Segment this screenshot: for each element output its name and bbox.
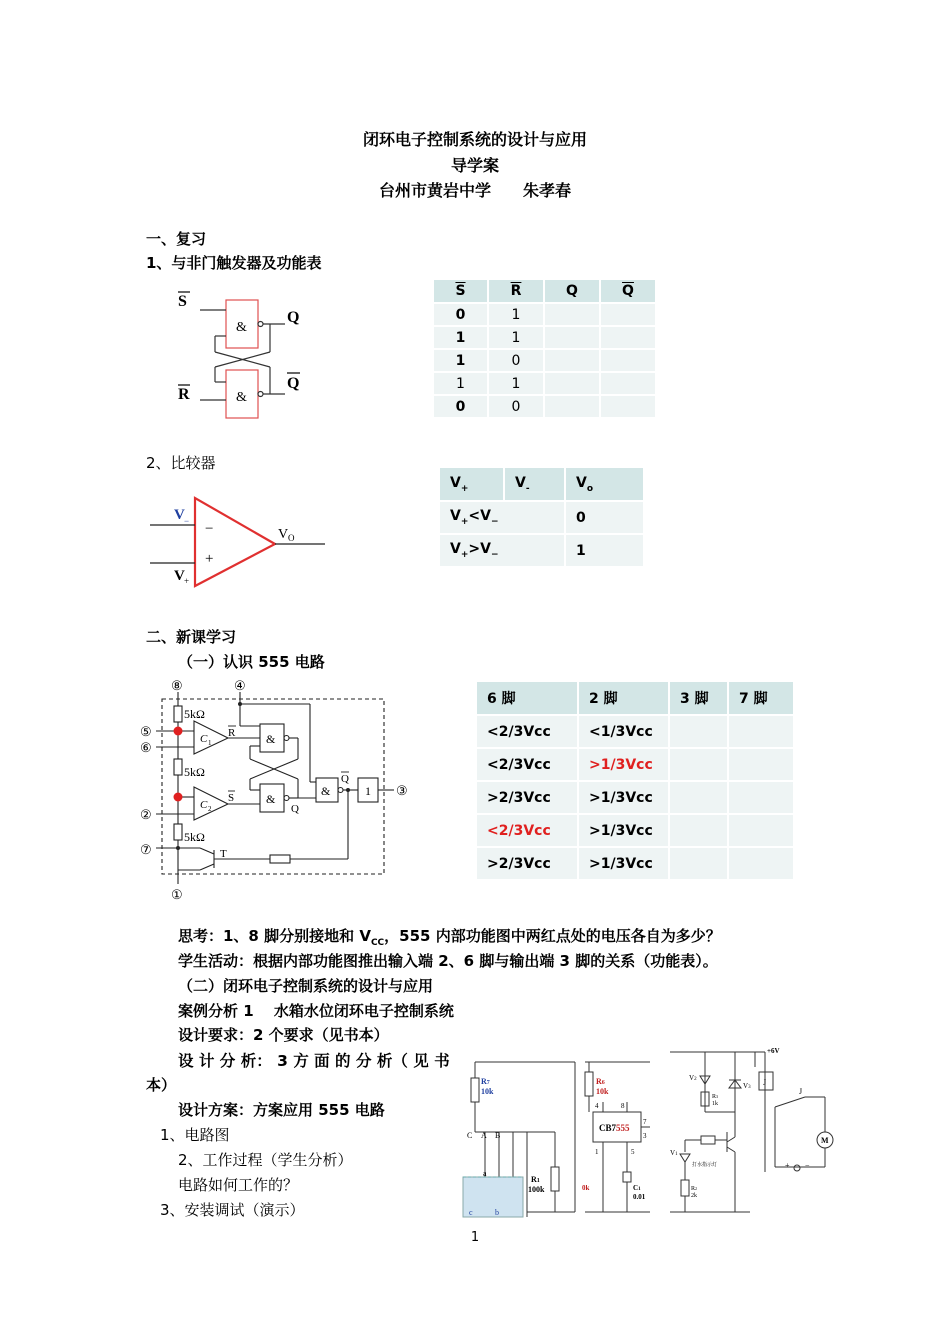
case-title: 案例分析 1 水箱水位闭环电子控制系统 [178, 1002, 454, 1020]
probe-c: c [469, 1208, 473, 1217]
chip-pin1: 1 [595, 1148, 599, 1156]
step2: 2、工作过程（学生分析） [178, 1151, 353, 1169]
battery-plus: + [785, 1161, 790, 1170]
table-cell [601, 396, 655, 417]
comparator1-label: C [200, 733, 208, 745]
table-row [434, 350, 655, 371]
table-cell: <2/3Vcc [477, 716, 577, 747]
step2-question: 电路如何工作的？ [178, 1176, 299, 1194]
comparator-diagram [150, 492, 330, 592]
table-cell: 0 [434, 304, 487, 325]
doc-subtitle: 导学案 [450, 156, 499, 175]
rs-r-label: R [178, 386, 190, 403]
table-row [434, 373, 655, 394]
c1-value: 0.01 [633, 1193, 646, 1201]
comparator-row1-condition: $V_+<V_-$ [440, 502, 564, 533]
comparator-vo: V [278, 527, 289, 542]
section2-sub2: （二）闭环电子控制系统的设计与应用 [178, 977, 434, 995]
pin4-label: ④ [234, 678, 246, 693]
table-cell: >2/3Vcc [477, 848, 577, 879]
table-cell [729, 848, 793, 879]
comparator-vplus-sub: + [184, 576, 190, 586]
section1-item2: 2、比较器 [146, 454, 216, 472]
rs-q-label: Q [287, 309, 300, 326]
comparator-header-vminus-sub: - [525, 483, 530, 494]
rs-truth-table [432, 278, 657, 419]
r1-value: 100k [528, 1185, 545, 1194]
table-cell [545, 304, 599, 325]
table-row [477, 815, 793, 846]
rs-s-label: S [178, 293, 187, 310]
table-cell: 0 [489, 396, 543, 417]
table-row [477, 782, 793, 813]
r3-label: R3 [712, 1094, 719, 1100]
relay-label: J [763, 1078, 767, 1087]
table-row [477, 848, 793, 879]
comparator-header-vo-sub: o [586, 483, 594, 494]
table-cell: >2/3Vcc [477, 782, 577, 813]
table-cell: >1/3Vcc [579, 815, 668, 846]
inverter-symbol: 1 [365, 784, 371, 798]
comparator-vplus: V [174, 568, 185, 584]
think-line2: 学生活动：根据内部功能图推出输入端 2、6 脚与输出端 3 脚的关系（功能表）。 [178, 952, 718, 970]
c1-label: C1 [633, 1184, 641, 1192]
rs-table-header-qbar: $\overline{Q}$ [622, 283, 634, 299]
pin8-label: ⑧ [171, 678, 183, 693]
table-cell: 0 [434, 396, 487, 417]
comparator-header-vo: V [576, 474, 587, 491]
table-cell: 1 [489, 304, 543, 325]
think-line1: 思考：1、8 脚分别接地和 $V_{CC}$，555 内部功能图中两红点处的电压各自为多少？ [178, 927, 721, 948]
probe-b: b [495, 1208, 499, 1217]
resistor1-label: 5kΩ [184, 707, 205, 721]
v1-label: V1 [670, 1149, 678, 1157]
page-number: 1 [470, 1230, 480, 1245]
supply-label: +6V [767, 1047, 780, 1055]
pin5-label: ⑤ [140, 724, 152, 739]
comparator-plus-sign: + [205, 551, 214, 567]
table-cell [670, 749, 727, 780]
sbar-label: S [228, 792, 235, 804]
gate1-symbol: & [266, 732, 276, 746]
table-555-function [475, 680, 795, 881]
table-row [477, 749, 793, 780]
label-a: A [481, 1131, 487, 1140]
r7-value: 10k [481, 1087, 494, 1096]
table-cell [545, 350, 599, 371]
red-dot-lower [174, 793, 183, 802]
table-cell [545, 396, 599, 417]
comparator1-sub: 1 [208, 739, 212, 747]
chip-pin4: 4 [595, 1102, 599, 1110]
r2-label: R2 [691, 1186, 698, 1192]
label-b: B [495, 1131, 501, 1140]
cut-resistor-label: 0k [582, 1184, 590, 1192]
section2-heading: 二、新课学习 [146, 628, 237, 646]
table-row [440, 535, 643, 566]
relay-switch-label: J [799, 1087, 803, 1096]
pin3-label: ③ [396, 783, 408, 798]
comparator2-label: C [200, 799, 208, 811]
water-tank-circuit [455, 1042, 845, 1222]
design-requirement: 设计要求：2 个要求（见书本） [178, 1026, 389, 1044]
chip-pin7: 7 [643, 1118, 647, 1126]
design-analysis: 设 计 分 析： 3 方 面 的 分 析（ 见 书 [178, 1052, 450, 1070]
r6-value: 10k [596, 1087, 609, 1096]
motor-label: M [821, 1136, 829, 1145]
comparator-vminus-sub: − [184, 516, 190, 526]
comparator-table [438, 466, 645, 568]
rs-table-header-s: $\overline{S}$ [455, 283, 466, 299]
rs-table-header-r: $\overline{R}$ [510, 283, 522, 299]
diagram-555-internal [138, 674, 413, 902]
transistor-label: T [220, 848, 227, 860]
comparator-row2-condition: $V_+>V_-$ [440, 535, 564, 566]
rbar-label: R [228, 727, 236, 739]
table-cell [729, 782, 793, 813]
chip-pin8: 8 [621, 1102, 625, 1110]
r1-label: R1 [531, 1175, 540, 1184]
table-row [434, 304, 655, 325]
chip-pin5: 5 [631, 1148, 635, 1156]
rs-qbar-label: Q [287, 375, 300, 392]
gate2-symbol: & [266, 792, 276, 806]
step1: 1、电路图 [160, 1126, 230, 1144]
table-row [477, 716, 793, 747]
table555-header: 2 脚 [579, 682, 668, 714]
comparator2-sub: 2 [208, 805, 212, 813]
author-line: 台州市黄岩中学 朱孝春 [378, 181, 571, 200]
table-row [434, 327, 655, 348]
table-cell [729, 815, 793, 846]
pin7-label: ⑦ [140, 842, 152, 857]
resistor3-label: 5kΩ [184, 830, 205, 844]
table-cell [601, 304, 655, 325]
comparator-row1-output: 0 [566, 502, 643, 533]
table-row [434, 396, 655, 417]
red-dot-upper [174, 727, 183, 736]
table-cell [601, 327, 655, 348]
rs-gate1-symbol: & [236, 320, 247, 335]
pin1-label: ① [171, 887, 183, 902]
table-cell: 1 [434, 327, 487, 348]
design-analysis-cont: 本） [146, 1076, 177, 1094]
table-cell [670, 848, 727, 879]
table-cell: <1/3Vcc [579, 716, 668, 747]
comparator-minus-sign: − [205, 521, 214, 537]
table-cell: 1 [489, 327, 543, 348]
table555-header: 7 脚 [729, 682, 793, 714]
table-cell [545, 373, 599, 394]
qbar-label: Q [341, 773, 349, 785]
q-label: Q [291, 803, 299, 815]
comparator-header-vplus-sub: + [460, 483, 469, 494]
table-cell: 1 [434, 373, 487, 394]
table-cell: >1/3Vcc [579, 749, 668, 780]
v3-label: V3 [743, 1082, 751, 1090]
section1-item1: 1、与非门触发器及功能表 [146, 254, 322, 272]
table-cell [601, 350, 655, 371]
section1-heading: 一、复习 [146, 230, 207, 248]
r3-value: 1k [712, 1101, 718, 1107]
indicator-tag: 打水指示灯 [692, 1163, 718, 1168]
comparator-row2-output: 1 [566, 535, 643, 566]
table-cell [729, 749, 793, 780]
step3: 3、安装调试（演示） [160, 1201, 305, 1219]
v2-label: V2 [689, 1074, 697, 1082]
probe-a: a [483, 1169, 487, 1178]
table-cell: 1 [489, 373, 543, 394]
table-cell [670, 782, 727, 813]
label-c: C [467, 1131, 473, 1140]
table-cell: 0 [489, 350, 543, 371]
resistor2-label: 5kΩ [184, 765, 205, 779]
comparator-header-vplus: V [450, 474, 461, 491]
r6-label: R6 [596, 1077, 605, 1086]
table555-header: 6 脚 [477, 682, 577, 714]
battery-minus: − [805, 1161, 810, 1170]
pin6-label: ⑥ [140, 740, 152, 755]
r7-label: R7 [481, 1077, 490, 1086]
table-cell: <2/3Vcc [477, 815, 577, 846]
table-cell [545, 327, 599, 348]
table-cell [670, 815, 727, 846]
design-plan: 设计方案：方案应用 555 电路 [178, 1101, 385, 1119]
chip-label: CB7555 [599, 1123, 630, 1133]
table-cell: <2/3Vcc [477, 749, 577, 780]
table-cell: >1/3Vcc [579, 848, 668, 879]
section2-sub1: （一）认识 555 电路 [178, 653, 325, 671]
chip-pin3: 3 [643, 1132, 647, 1140]
rs-table-header-q: Q [566, 283, 578, 299]
table-cell [601, 373, 655, 394]
gate3-symbol: & [321, 784, 331, 798]
comparator-vminus: V [174, 507, 185, 523]
r2-value: 2k [691, 1193, 697, 1199]
comparator-header-vminus: V [515, 474, 526, 491]
table-cell: 1 [434, 350, 487, 371]
pin2-label: ② [140, 807, 152, 822]
table555-header: 3 脚 [670, 682, 727, 714]
table-cell [670, 716, 727, 747]
doc-title: 闭环电子控制系统的设计与应用 [362, 130, 587, 149]
rs-gate2-symbol: & [236, 390, 247, 405]
table-cell [729, 716, 793, 747]
comparator-vo-sub: O [288, 533, 295, 543]
rs-flipflop-diagram [160, 282, 310, 422]
table-cell: >1/3Vcc [579, 782, 668, 813]
table-row [440, 502, 643, 533]
